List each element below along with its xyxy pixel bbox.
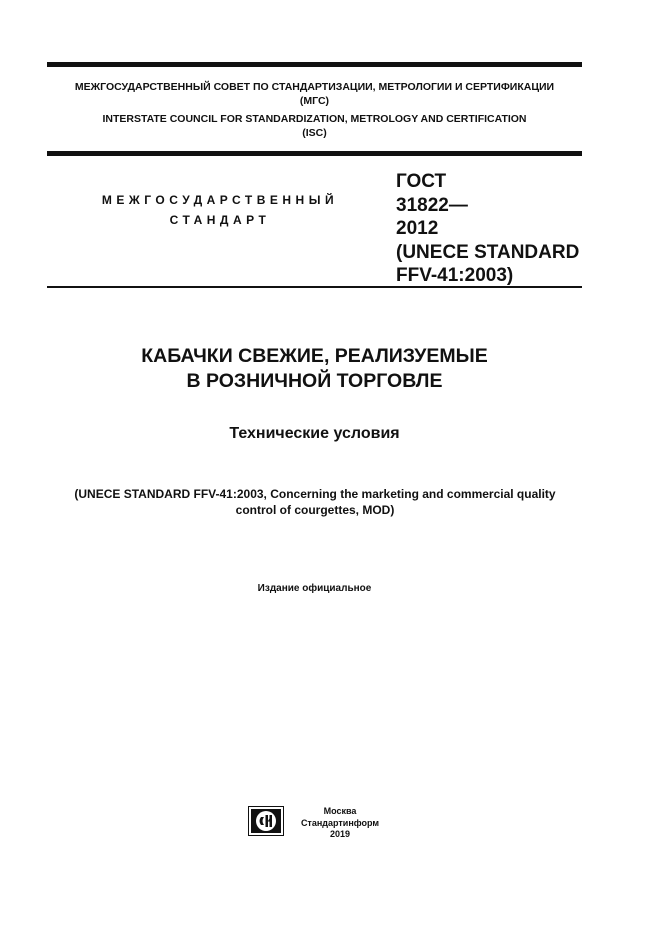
publisher-city: Москва	[323, 806, 357, 816]
council-ru	[47, 80, 582, 108]
council-en	[47, 112, 582, 140]
gost-number: 31822—	[396, 194, 468, 216]
gost-year: 2012	[396, 218, 439, 239]
gost-label: ГОСТ	[396, 171, 447, 192]
unece-standard-code: FFV-41:2003)	[396, 265, 514, 286]
unece-reference-line2: control of courgettes, MOD)	[235, 503, 395, 517]
top-rule	[47, 62, 582, 67]
publisher-name: Стандартинформ	[300, 817, 380, 828]
council-ru-name: МЕЖГОСУДАРСТВЕННЫЙ СОВЕТ ПО СТАНДАРТИЗАЦИИ, МЕТРОЛОГИИ И СЕРТИФИКАЦИИ	[74, 81, 555, 93]
title-line1: КАБАЧКИ СВЕЖИЕ, РЕАЛИЗУЕМЫЕ	[141, 345, 488, 367]
designation-rule	[47, 286, 582, 288]
standard-type-line2: СТАНДАРТ	[169, 213, 271, 227]
standard-type-line1: МЕЖГОСУДАРСТВЕННЫЙ	[101, 193, 339, 207]
publisher-year: 2019	[329, 829, 351, 839]
council-ru-abbr: (МГС)	[299, 95, 330, 107]
document-title	[47, 344, 582, 394]
edition-label: Издание официальное	[257, 583, 372, 594]
header-rule	[47, 151, 582, 156]
council-en-name: INTERSTATE COUNCIL FOR STANDARDIZATION, METROLOGY AND CERTIFICATION	[102, 113, 527, 125]
unece-standard-label: (UNECE STANDARD	[396, 241, 580, 263]
title-line2: В РОЗНИЧНОЙ ТОРГОВЛЕ	[186, 370, 443, 392]
gost-designation	[396, 170, 586, 288]
unece-reference	[40, 486, 590, 518]
unece-reference-line1: (UNECE STANDARD FFV-41:2003, Concerning the marketing and commercial quality	[74, 487, 556, 501]
publisher-info	[290, 806, 390, 841]
document-subtitle: Технические условия	[229, 425, 400, 442]
standard-type	[70, 190, 370, 230]
council-en-abbr: (ISC)	[302, 127, 327, 139]
standartinform-logo-icon	[248, 806, 284, 836]
